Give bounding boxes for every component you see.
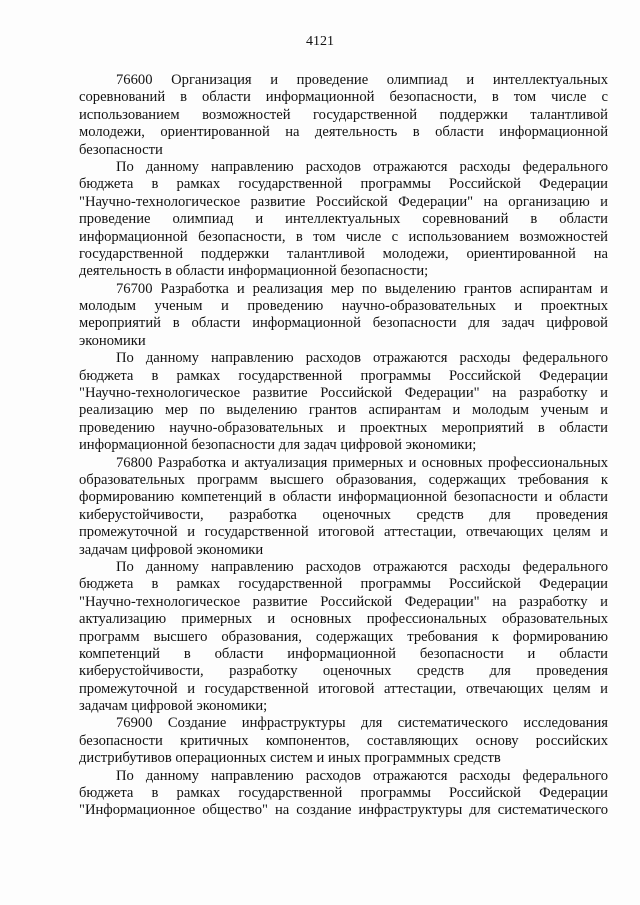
text-line: актуализацию примерных и основных профессиональных образовательных xyxy=(79,611,608,628)
text-line: 76900 Создание инфраструктуры для систематического исследования xyxy=(116,715,608,732)
text-line: дистрибутивов операционных систем и иных программных средств xyxy=(79,750,501,767)
text-line: "Научно-технологическое развитие Российской Федерации" на разработку и xyxy=(79,593,608,610)
text-line: промежуточной и государственной итоговой аттестации, отвечающих целям и xyxy=(79,524,608,541)
text-line: бюджета в рамках государственной программы Российской Федерации xyxy=(79,576,608,593)
text-line: мероприятий в области информационной безопасности для задач цифровой xyxy=(79,315,608,332)
text-line: государственной поддержки талантливой молодежи, ориентированной на xyxy=(79,245,608,262)
text-line: компетенций в области информационной безопасности и области xyxy=(79,645,608,662)
text-line: По данному направлению расходов отражаются расходы федерального xyxy=(116,767,608,784)
text-line: безопасности критичных компонентов, составляющих основу российских xyxy=(79,732,608,749)
text-line: 76700 Разработка и реализация мер по выделению грантов аспирантам и xyxy=(116,280,608,297)
text-line: реализацию мер по выделению грантов аспирантам и молодым ученым и xyxy=(79,402,608,419)
text-line: соревнований в области информационной безопасности, в том числе с xyxy=(79,89,608,106)
text-line: киберустойчивости, разработка оценочных средств для проведения xyxy=(79,506,608,523)
text-line: 76800 Разработка и актуализация примерных и основных профессиональных xyxy=(116,454,608,471)
text-line: информационной безопасности для задач цифровой экономики; xyxy=(79,437,477,454)
text-line: "Научно-технологическое развитие Российской Федерации" на организацию и xyxy=(79,193,608,210)
text-line: задачам цифровой экономики; xyxy=(79,698,268,715)
text-line: молодым ученым и проведению научно-образовательных и проектных xyxy=(79,298,608,315)
text-line: информационной безопасности, в том числе с использованием возможностей xyxy=(79,228,608,245)
text-line: бюджета в рамках государственной программы Российской Федерации xyxy=(79,176,608,193)
text-line: формированию компетенций в области информационной безопасности и области xyxy=(79,489,608,506)
text-line: программ высшего образования, содержащих требования к формированию xyxy=(79,628,608,645)
text-line: деятельность в области информационной безопасности; xyxy=(79,263,429,280)
text-line: "Информационное общество" на создание инфраструктуры для систематического xyxy=(79,802,608,819)
text-line: бюджета в рамках государственной программы Российской Федерации xyxy=(79,367,608,384)
text-line: проведению научно-образовательных и проектных мероприятий в области xyxy=(79,419,608,436)
text-line: По данному направлению расходов отражаются расходы федерального xyxy=(116,558,608,575)
text-line: промежуточной и государственной итоговой аттестации, отвечающих целям и xyxy=(79,680,608,697)
text-line: 76600 Организация и проведение олимпиад и интеллектуальных xyxy=(116,72,608,88)
text-line: По данному направлению расходов отражаются расходы федерального xyxy=(116,350,608,367)
text-line: молодежи, ориентированной на деятельность в области информационной xyxy=(79,124,608,141)
text-line: использованием возможностей государственной поддержки талантливой xyxy=(79,106,608,123)
text-line: экономики xyxy=(79,332,146,349)
document-body xyxy=(79,72,608,820)
text-line: безопасности xyxy=(79,141,163,158)
page-number: 4121 xyxy=(306,34,334,49)
text-line: задачам цифровой экономики xyxy=(79,541,264,558)
text-line: образовательных программ высшего образования, содержащих требования к xyxy=(79,471,608,488)
text-line: По данному направлению расходов отражаются расходы федерального xyxy=(116,158,608,175)
text-line: бюджета в рамках государственной программы Российской Федерации xyxy=(79,785,608,802)
text-line: киберустойчивости, разработку оценочных средств для проведения xyxy=(79,663,608,680)
text-line: проведение олимпиад и интеллектуальных соревнований в области xyxy=(79,211,608,228)
text-line: "Научно-технологическое развитие Российской Федерации" на разработку и xyxy=(79,385,608,402)
